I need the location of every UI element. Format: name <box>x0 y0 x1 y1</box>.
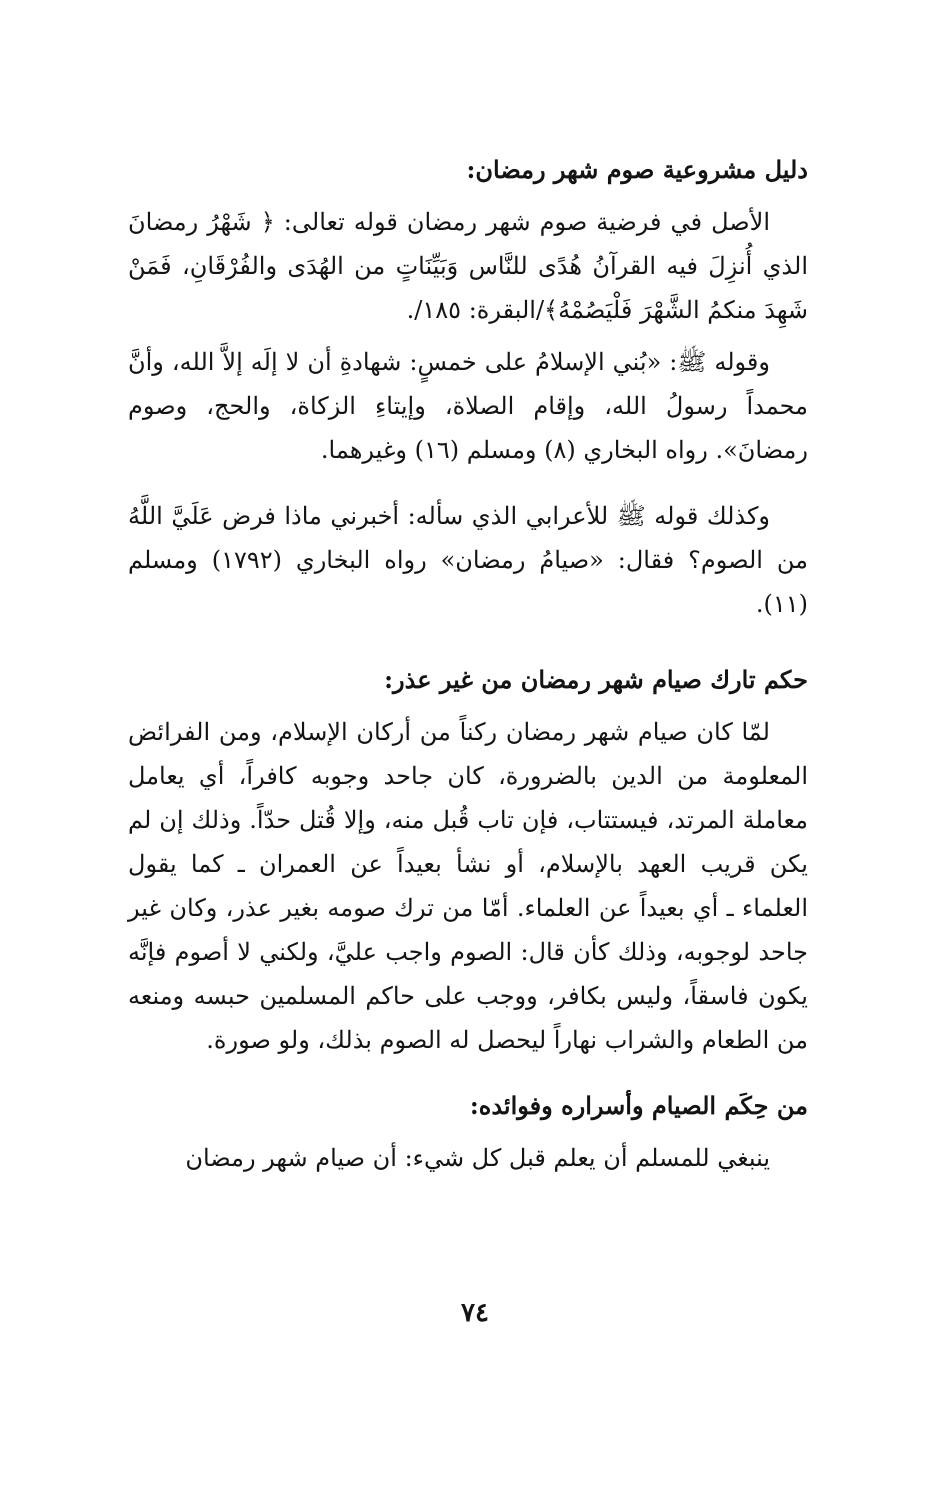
paragraph-hadith-bedouin: وكذلك قوله ﷺ للأعرابي الذي سأله: أخبرني ماذا فرض عَلَيَّ اللَّهُ من الصوم؟ فقال: «صيامُ رمضان» رواه البخاري (١٧٩٢) ومسلم (١١). <box>128 502 808 618</box>
page-number: ٧٤ <box>461 1298 489 1328</box>
paragraph-ruling: لمّا كان صيام شهر رمضان ركناً من أركان الإسلام، ومن الفرائض المعلومة من الدين بالضرورة، كان جاحد وجوبه كافراً، أي يعامل معاملة المرتد، فيستتاب، فإن تاب قُبل منه، وإلا قُتل حدّاً. وذلك إن لم يكن قريب العهد بالإسلام، أو نشأ بعيداً عن العمران ـ كما يقول العلماء ـ أي بعيداً عن العلماء. أمّا من ترك صومه بغير عذر، وكان غير جاحد لوجوبه، وذلك كأن قال: الصوم واجب عليَّ، ولكني لا أصوم فإنَّه يكون فاسقاً، وليس بكافر، ووجب على حاكم المسلمين حبسه ومنعه من الطعام والشراب نهاراً ليحصل له الصوم بذلك، ولو صورة. <box>128 718 808 1054</box>
page-content <box>128 148 808 1180</box>
section-heading-evidence: دليل مشروعية صوم شهر رمضان: <box>466 155 808 184</box>
section-heading-wisdom: من حِكَم الصيام وأسراره وفوائده: <box>469 1091 808 1120</box>
paragraph-quran-verse: الأصل في فرضية صوم شهر رمضان قوله تعالى: ﴿ شَهْرُ رمضانَ الذي أُنزِلَ فيه القرآنُ هُدًى للنَّاس وَبَيِّنَاتٍ من الهُدَى والفُرْقَانِ، فَمَنْ شَهِدَ منكمُ الشَّهْرَ فَلْيَصُمْهُ﴾/البقرة: ١٨٥/. <box>128 208 808 324</box>
paragraph-hadith-five-pillars: وقوله ﷺ: «بُني الإسلامُ على خمسٍ: شهادةِ أن لا إلَه إلاَّ الله، وأنَّ محمداً رسولُ الله، وإقام الصلاة، وإيتاءِ الزكاة، والحج، وصوم رمضانَ». رواه البخاري (٨) ومسلم (١٦) وغيرهما. <box>128 348 808 464</box>
paragraph-wisdom: ينبغي للمسلم أن يعلم قبل كل شيء: أن صيام شهر رمضان <box>185 1144 770 1172</box>
section-heading-ruling: حكم تارك صيام شهر رمضان من غير عذر: <box>384 665 808 694</box>
